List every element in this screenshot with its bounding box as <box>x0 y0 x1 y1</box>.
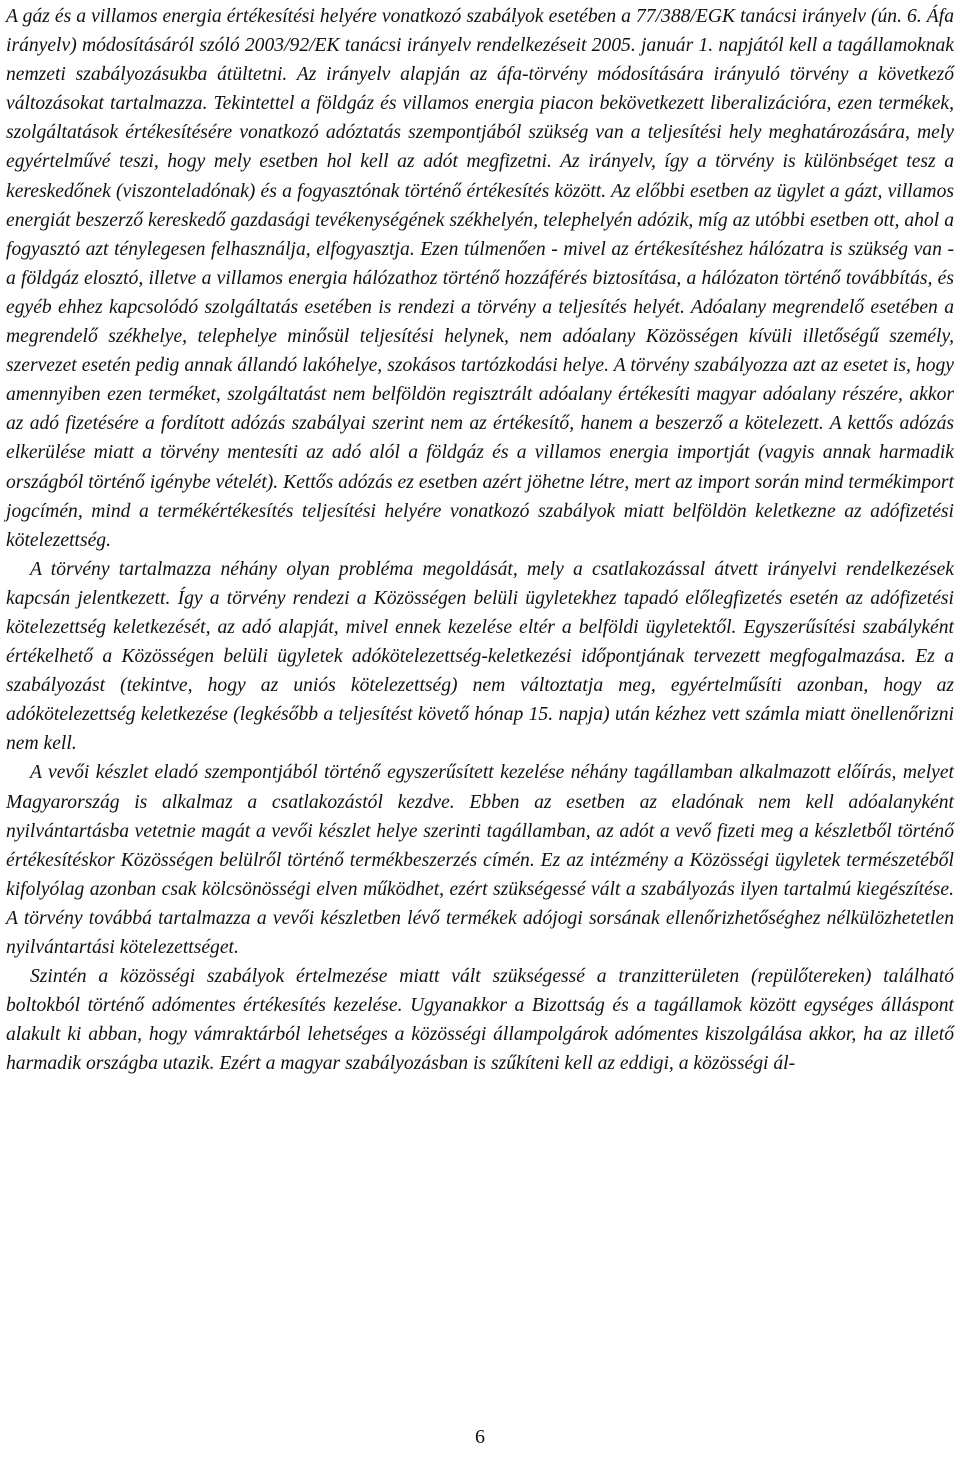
page-number: 6 <box>475 1426 485 1448</box>
document-page <box>6 2 954 1078</box>
paragraph-2: A törvény tartalmazza néhány olyan probléma megoldását, mely a csatlakozással átvett irányelvi rendelkezések kapcsán jelentkezett. Így a törvény rendezi a Közösségen belüli ügyletekhez tapadó előlegfizetés esetén az adófizetési kötelezettség keletkezését, az adó alapját, mivel ennek kezelése eltér a belföldi ügyletektől. Egyszerűsítési szabályként értékelhető a Közösségen belüli ügyletek adókötelezettség-keletkezési időpontjának tervezett megfogalmazása. Ez a szabályozást (tekintve, hogy az uniós kötelezettség) nem változtatja meg, egyértelműsíti azonban, hogy az adókötelezettség keletkezése (legkésőbb a teljesítést követő hónap 15. napja) után kézhez vett számla miatt önellenőrizni nem kell. <box>6 558 954 755</box>
paragraph-1: A gáz és a villamos energia értékesítési helyére vonatkozó szabályok esetében a 77/388/EGK tanácsi irányelv (ún. 6. Áfa irányelv) módosításáról szóló 2003/92/EK tanácsi irányelv rendelkezéseit 2005. január 1. napjától kell a tagállamoknak nemzeti szabályozásukba átültetni. Az irányelv alapján az áfa-törvény módosítására irányuló törvény a következő változásokat tartalmazza. Tekintettel a földgáz és villamos energia piacon bekövetkezett liberalizációra, ezen termékek, szolgáltatások értékesítésére vonatkozó adóztatás szempontjából szükség van a teljesítési hely meghatározására, mely egyértelművé teszi, hogy mely esetben hol kell az adót megfizetni. Az irányelv, így a törvény is különbséget tesz a kereskedőnek (viszonteladónak) és a fogyasztónak történő értékesítés között. Az előbbi esetben az ügylet a gázt, villamos energiát beszerző kereskedő gazdasági tevékenységének székhelyén, telephelyén adózik, míg az utóbbi esetben ott, ahol a fogyasztó azt ténylegesen felhasználja, elfogyasztja. Ezen túlmenően - mivel az értékesítéshez hálózatra is szükség van - a földgáz elosztó, illetve a villamos energia hálózathoz történő hozzáférés biztosítása, a hálózaton történő továbbítás, és egyéb ehhez kapcsolódó szolgáltatás esetében is rendezi a törvény a teljesítés helyét. Adóalany megrendelő esetében a megrendelő székhelye, telephelye minősül teljesítési helynek, nem adóalany Közösségen kívüli illetőségű személy, szervezet esetén pedig annak állandó lakóhelye, szokásos tartózkodási helye. A törvény szabályozza azt az esetet is, hogy amennyiben ezen terméket, szolgáltatást nem belföldön regisztrált adóalany értékesíti magyar adóalany részére, akkor az adó fizetésére a fordított adózás szabályai szerint nem az értékesítő, hanem a beszerző a kötelezett. A kettős adózás elkerülése miatt a törvény mentesíti az adó alól a földgáz és a villamos energia importját (vagyis annak harmadik országból történő igénybe vételét). Kettős adózás ez esetben azért jöhetne létre, mert az import során mind termékimport jogcímén, mind a termékértékesítés teljesítési helyére vonatkozó szabályok miatt belföldön keletkezne az adófizetési kötelezettség. <box>6 6 954 551</box>
paragraph-3: A vevői készlet eladó szempontjából történő egyszerűsített kezelése néhány tagállamban alkalmazott előírás, melyet Magyarország is alkalmaz a csatlakozástól kezdve. Ebben az esetben az eladónak nem kell adóalanyként nyilvántartásba vetetnie magát a vevői készlet helye szerinti tagállamban, az adót a vevő fizeti meg a készletből történő értékesítéskor Közösségen belülről történő termékbeszerzés címén. Ez az intézmény a Közösségi ügyletek természetéből kifolyólag azonban csak kölcsönösségi elven működhet, ezért szükségessé vált a szabályozás ilyen tartalmú kiegészítése. A törvény továbbá tartalmazza a vevői készletben lévő termékek adójogi sorsának ellenőrizhetőséghez nélkülözhetetlen nyilvántartási kötelezettséget. <box>6 762 954 958</box>
paragraph-4: Szintén a közösségi szabályok értelmezése miatt vált szükségessé a tranzitterületen (repülőtereken) található boltokból történő adómentes értékesítés kezelése. Ugyanakkor a Bizottság és a tagállamok között egységes álláspont alakult ki abban, hogy vámraktárból lehetséges a közösségi állampolgárok adómentes kiszolgálása akkor, ha az illető harmadik országba utazik. Ezért a magyar szabályozásban is szűkíteni kell az eddigi, a közösségi ál- <box>6 966 954 1075</box>
